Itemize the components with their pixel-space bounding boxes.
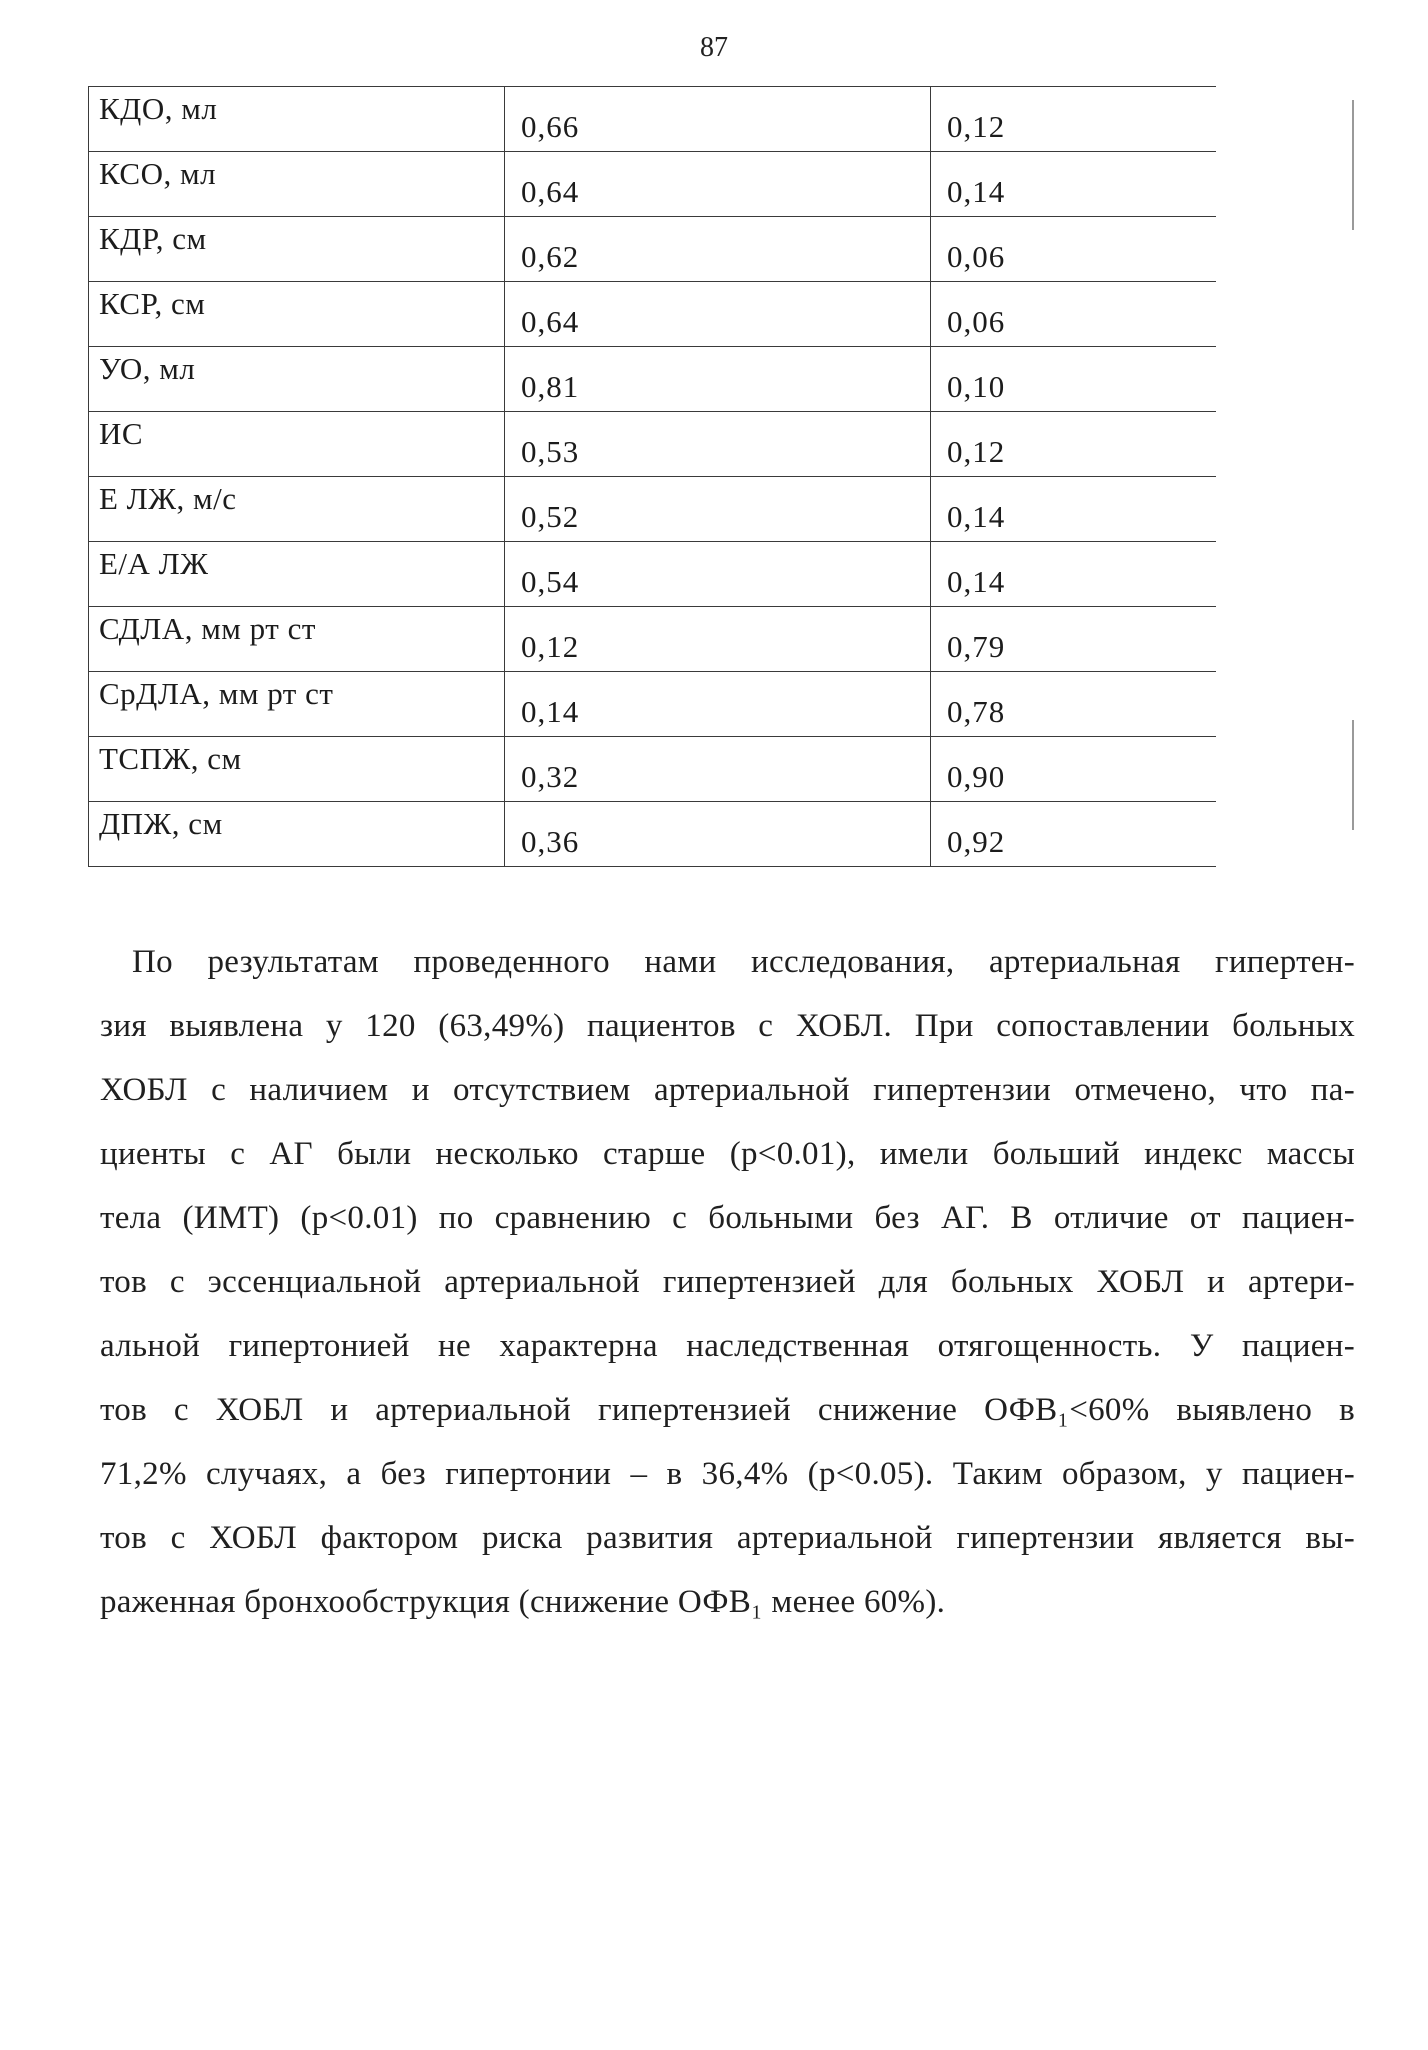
row-label: ИС [99, 416, 144, 451]
row-value-b: 0,10 [947, 369, 1006, 404]
table-cell [931, 477, 1217, 542]
row-value-a: 0,66 [521, 109, 580, 144]
row-value-b: 0,12 [947, 434, 1006, 469]
row-label: КДР, см [99, 221, 207, 256]
paragraph-line: тов с эссенциальной артериальной гипертензией для больных ХОБЛ и артери- [100, 1264, 1355, 1300]
scan-edge-mark [1352, 720, 1354, 830]
row-value-a: 0,14 [521, 694, 580, 729]
table-cell [505, 87, 931, 152]
table-cell [931, 607, 1217, 672]
row-value-a: 0,52 [521, 499, 580, 534]
table-row [89, 347, 1217, 412]
table-cell [89, 477, 505, 542]
table-cell [931, 217, 1217, 282]
table-cell [505, 672, 931, 737]
paragraph-line: зия выявлена у 120 (63,49%) пациентов с ХОБЛ. При сопоставлении больных [100, 1008, 1355, 1044]
table-cell [89, 152, 505, 217]
table-cell [89, 607, 505, 672]
table-body [89, 87, 1217, 867]
table-cell [505, 542, 931, 607]
table-row [89, 802, 1217, 867]
row-value-b: 0,92 [947, 824, 1006, 859]
table-row [89, 607, 1217, 672]
scan-edge-mark [1352, 100, 1354, 230]
table-row [89, 542, 1217, 607]
table-cell [89, 412, 505, 477]
table-cell [931, 672, 1217, 737]
paragraph-line: тела (ИМТ) (p<0.01) по сравнению с больными без АГ. В отличие от пациен- [100, 1200, 1355, 1236]
row-label: СДЛА, мм рт ст [99, 611, 316, 646]
table-cell [931, 412, 1217, 477]
page-number: 87 [700, 32, 728, 63]
table-cell [89, 282, 505, 347]
row-value-a: 0,64 [521, 304, 580, 339]
table-row [89, 477, 1217, 542]
row-value-b: 0,90 [947, 759, 1006, 794]
row-value-a: 0,36 [521, 824, 580, 859]
row-value-b: 0,78 [947, 694, 1006, 729]
row-label: КДО, мл [99, 91, 218, 126]
paragraph-line: тов с ХОБЛ фактором риска развития артериальной гипертензии является вы- [100, 1520, 1355, 1556]
table-row [89, 672, 1217, 737]
row-value-b: 0,14 [947, 174, 1006, 209]
row-value-a: 0,32 [521, 759, 580, 794]
row-value-a: 0,81 [521, 369, 580, 404]
row-value-a: 0,53 [521, 434, 580, 469]
row-value-b: 0,79 [947, 629, 1006, 664]
paragraph-line: По результатам проведенного нами исследования, артериальная гипертен- [132, 944, 1355, 980]
row-label: Е/А ЛЖ [99, 546, 209, 581]
paragraph-line: тов с ХОБЛ и артериальной гипертензией снижение ОФВ₁<60% выявлено в [100, 1392, 1355, 1428]
table-cell [505, 802, 931, 867]
table-cell [505, 607, 931, 672]
table-cell [505, 412, 931, 477]
table-cell [89, 737, 505, 802]
table-cell [89, 802, 505, 867]
row-value-b: 0,14 [947, 499, 1006, 534]
table-cell [505, 152, 931, 217]
paragraph-line: альной гипертонией не характерна наследственная отягощенность. У пациен- [100, 1328, 1355, 1364]
table-cell [931, 282, 1217, 347]
row-value-a: 0,62 [521, 239, 580, 274]
paragraph-line: раженная бронхообструкция (снижение ОФВ₁ менее 60%). [100, 1584, 946, 1620]
table-cell [505, 737, 931, 802]
table-row [89, 282, 1217, 347]
table-row [89, 152, 1217, 217]
row-value-b: 0,06 [947, 304, 1006, 339]
table-cell [505, 217, 931, 282]
table-cell [89, 347, 505, 412]
table-row [89, 217, 1217, 282]
paragraph-line: ХОБЛ с наличием и отсутствием артериальной гипертензии отмечено, что па- [100, 1072, 1355, 1108]
table-cell [89, 542, 505, 607]
row-label: СрДЛА, мм рт ст [99, 676, 334, 711]
table-cell [931, 802, 1217, 867]
row-value-a: 0,64 [521, 174, 580, 209]
row-value-b: 0,12 [947, 109, 1006, 144]
row-value-b: 0,14 [947, 564, 1006, 599]
paragraph-line: 71,2% случаях, а без гипертонии – в 36,4% (p<0.05). Таким образом, у пациен- [100, 1456, 1355, 1492]
body-paragraph [100, 930, 1355, 1634]
row-value-b: 0,06 [947, 239, 1006, 274]
table-cell [505, 347, 931, 412]
row-label: УО, мл [99, 351, 196, 386]
row-value-a: 0,54 [521, 564, 580, 599]
table-cell [505, 477, 931, 542]
table-cell [89, 87, 505, 152]
table-row [89, 412, 1217, 477]
row-value-a: 0,12 [521, 629, 580, 664]
row-label: ДПЖ, см [99, 806, 223, 841]
table-row [89, 737, 1217, 802]
data-table [88, 86, 1216, 867]
row-label: КСР, см [99, 286, 206, 321]
paragraph-line: циенты с АГ были несколько старше (p<0.01), имели больший индекс массы [100, 1136, 1355, 1172]
table-cell [89, 672, 505, 737]
table-cell [931, 737, 1217, 802]
table-cell [931, 87, 1217, 152]
row-label: ТСПЖ, см [99, 741, 242, 776]
table-cell [89, 217, 505, 282]
table-cell [505, 282, 931, 347]
row-label: Е ЛЖ, м/с [99, 481, 237, 516]
table-row [89, 87, 1217, 152]
table-cell [931, 542, 1217, 607]
table-cell [931, 152, 1217, 217]
row-label: КСО, мл [99, 156, 217, 191]
table-cell [931, 347, 1217, 412]
